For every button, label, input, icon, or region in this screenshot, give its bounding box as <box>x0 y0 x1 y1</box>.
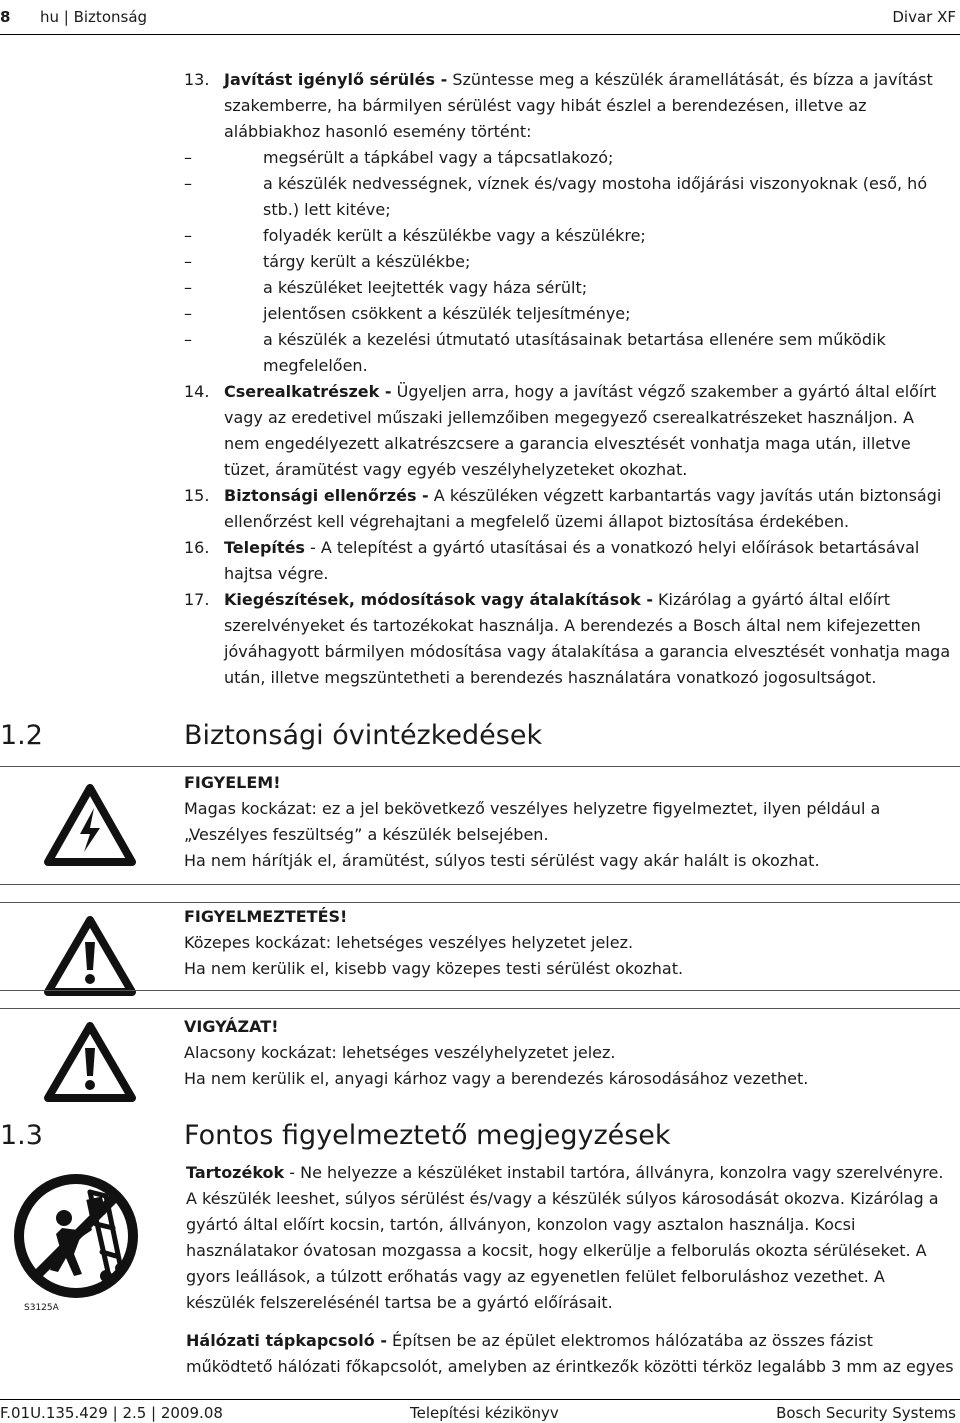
item-text: Ügyeljen arra, hogy a javítást végző szakember a gyártó által előírt vagy az eredetivel műszaki jellemzőiben megegyező cserealkatrészeket használjon. A nem engedélyezett alkatrészcsere a garancia elvesztését vonhatja maga után, illetve tüzet, áramütést vagy egyéb veszélyhelyzeteket okozhat. <box>224 382 937 479</box>
warning-title: FIGYELEM! <box>184 773 281 792</box>
page-number: 8 <box>0 8 11 26</box>
item-number: 15. <box>184 486 210 505</box>
item-title: Cserealkatrészek - <box>224 382 392 401</box>
item-text: A készüléken végzett karbantartás vagy javítás után biztonsági ellenőrzést kell végrehajtani a megfelelő üzemi állapot biztosítása érdekében. <box>224 486 942 531</box>
warning-title: VIGYÁZAT! <box>184 1017 279 1036</box>
dash-marker: – <box>184 226 192 245</box>
page-header <box>0 0 960 36</box>
list-item-13 <box>184 67 954 145</box>
item-number: 17. <box>184 590 210 609</box>
divider <box>0 902 960 903</box>
warning-line: Magas kockázat: ez a jel bekövetkező veszélyes helyzetre figyelmeztet, ilyen például a „Veszélyes feszültség” a készülék belsejében. <box>184 799 881 844</box>
item-number: 13. <box>184 70 210 89</box>
warning-text <box>184 770 944 874</box>
item-number: 16. <box>184 538 210 557</box>
item-text: - A telepítést a gyártó utasításai és a vonatkozó helyi előírások betartásával hajtsa végre. <box>224 538 920 583</box>
item-title: Biztonsági ellenőrzés - <box>224 486 429 505</box>
bullet-text: a készülék a kezelési útmutató utasításainak betartása ellenére sem működik megfelelően. <box>263 330 886 375</box>
section-title: Biztonsági óvintézkedések <box>184 720 543 751</box>
footer-doc-id: F.01U.135.429 | 2.5 | 2009.08 <box>0 1404 223 1422</box>
bullet-text: folyadék került a készülékbe vagy a készülékre; <box>263 226 646 245</box>
safety-numbered-list <box>184 67 954 691</box>
dash-marker: – <box>184 174 192 193</box>
list-item-14 <box>184 379 954 483</box>
important-notes <box>186 1160 956 1392</box>
bullet-list <box>184 145 954 379</box>
warning-line: Ha nem kerülik el, anyagi kárhoz vagy a berendezés károsodásához vezethet. <box>184 1069 809 1088</box>
exclamation-caution-icon <box>44 1022 136 1106</box>
divider <box>0 884 960 885</box>
section-number: 1.3 <box>0 1120 43 1151</box>
note-title: Hálózati tápkapcsoló - <box>186 1331 387 1350</box>
list-item <box>184 327 954 379</box>
note-text: - Ne helyezze a készüléket instabil tartóra, állványra, konzolra vagy szerelvényre. A készülék leeshet, súlyos sérülést és/vagy a készülék súlyos károsodását okozva. Kizárólag a gyártó által előírt kocsin, tartón, állványon, konzolon vagy asztalon használja. Kocsi használatakor óvatosan mozgassa a kocsit, hogy elkerülje a felborulás okozta sérüléseket. A gyors leállások, a túlzott erőhatás vagy az egyenetlen felület felboruláshoz vezethet. A készülék felszerelésénél tartsa be a gyártó előírásait. <box>186 1163 944 1312</box>
list-item <box>184 275 954 301</box>
item-text: Kizárólag a gyártó által előírt szerelvényeket és tartozékokat használja. A berendezés a Bosch által nem kifejezetten jóváhagyott bármilyen módosítása vagy átalakítása a garancia elvesztését vonhatja maga után, illetve megszüntetheti a berendezés használatára vonatkozó jogosultságot. <box>224 590 951 687</box>
page-footer <box>0 1399 960 1423</box>
item-number: 14. <box>184 382 210 401</box>
exclamation-warning-icon <box>44 916 136 1000</box>
electric-hazard-icon <box>44 784 136 870</box>
item-title: Javítást igénylő sérülés - <box>224 70 448 89</box>
warning-title: FIGYELMEZTETÉS! <box>184 907 348 926</box>
list-item-15 <box>184 483 954 535</box>
list-item <box>184 249 954 275</box>
footer-rule <box>0 1399 960 1400</box>
divider <box>0 766 960 767</box>
warning-line: Alacsony kockázat: lehetséges veszélyhelyzetet jelez. <box>184 1043 616 1062</box>
list-item-16 <box>184 535 954 587</box>
header-product: Divar XF <box>892 8 956 26</box>
list-item <box>184 223 954 249</box>
dash-marker: – <box>184 330 192 349</box>
cart-tipover-warning-icon <box>12 1172 146 1318</box>
item-title: Telepítés <box>224 538 305 557</box>
bullet-text: megsérült a tápkábel vagy a tápcsatlakozó; <box>263 148 614 167</box>
footer-doc-type: Telepítési kézikönyv <box>410 1404 559 1422</box>
icon-code: S3125A <box>24 1303 59 1313</box>
section-title: Fontos figyelmeztető megjegyzések <box>184 1120 671 1151</box>
warning-text <box>184 1014 944 1092</box>
section-number: 1.2 <box>0 720 43 751</box>
header-rule <box>0 34 960 35</box>
warning-line: Ha nem hárítják el, áramütést, súlyos testi sérülést vagy akár halált is okozhat. <box>184 851 820 870</box>
warning-line: Ha nem kerülik el, kisebb vagy közepes testi sérülést okozhat. <box>184 959 684 978</box>
footer-company: Bosch Security Systems <box>776 1404 956 1422</box>
note-mains-switch <box>186 1328 956 1380</box>
list-item <box>184 301 954 327</box>
dash-marker: – <box>184 148 192 167</box>
divider <box>0 990 960 991</box>
header-section: hu | Biztonság <box>40 8 148 26</box>
dash-marker: – <box>184 304 192 323</box>
divider <box>0 1008 960 1009</box>
item-title: Kiegészítések, módosítások vagy átalakítások - <box>224 590 653 609</box>
list-item <box>184 145 954 171</box>
note-title: Tartozékok <box>186 1163 285 1182</box>
item-text: Szüntesse meg a készülék áramellátását, és bízza a javítást szakemberre, ha bármilyen sérülést vagy hibát észlel a berendezésen, illetve az alábbiakhoz hasonló esemény történt: <box>224 70 933 141</box>
list-item <box>184 171 954 223</box>
dash-marker: – <box>184 252 192 271</box>
bullet-text: a készülék nedvességnek, víznek és/vagy mostoha időjárási viszonyoknak (eső, hó stb.) lett kitéve; <box>263 174 928 219</box>
note-accessories <box>186 1160 956 1316</box>
warning-text <box>184 904 944 982</box>
dash-marker: – <box>184 278 192 297</box>
note-text: Építsen be az épület elektromos hálózatába az összes fázist működtető hálózati főkapcsolót, amelyben az érintkezők közötti térköz legalább 3 mm az egyes <box>186 1331 954 1376</box>
warning-line: Közepes kockázat: lehetséges veszélyes helyzetet jelez. <box>184 933 634 952</box>
bullet-text: tárgy került a készülékbe; <box>263 252 471 271</box>
bullet-text: jelentősen csökkent a készülék teljesítménye; <box>263 304 631 323</box>
list-item-17 <box>184 587 954 691</box>
bullet-text: a készüléket leejtették vagy háza sérült; <box>263 278 588 297</box>
